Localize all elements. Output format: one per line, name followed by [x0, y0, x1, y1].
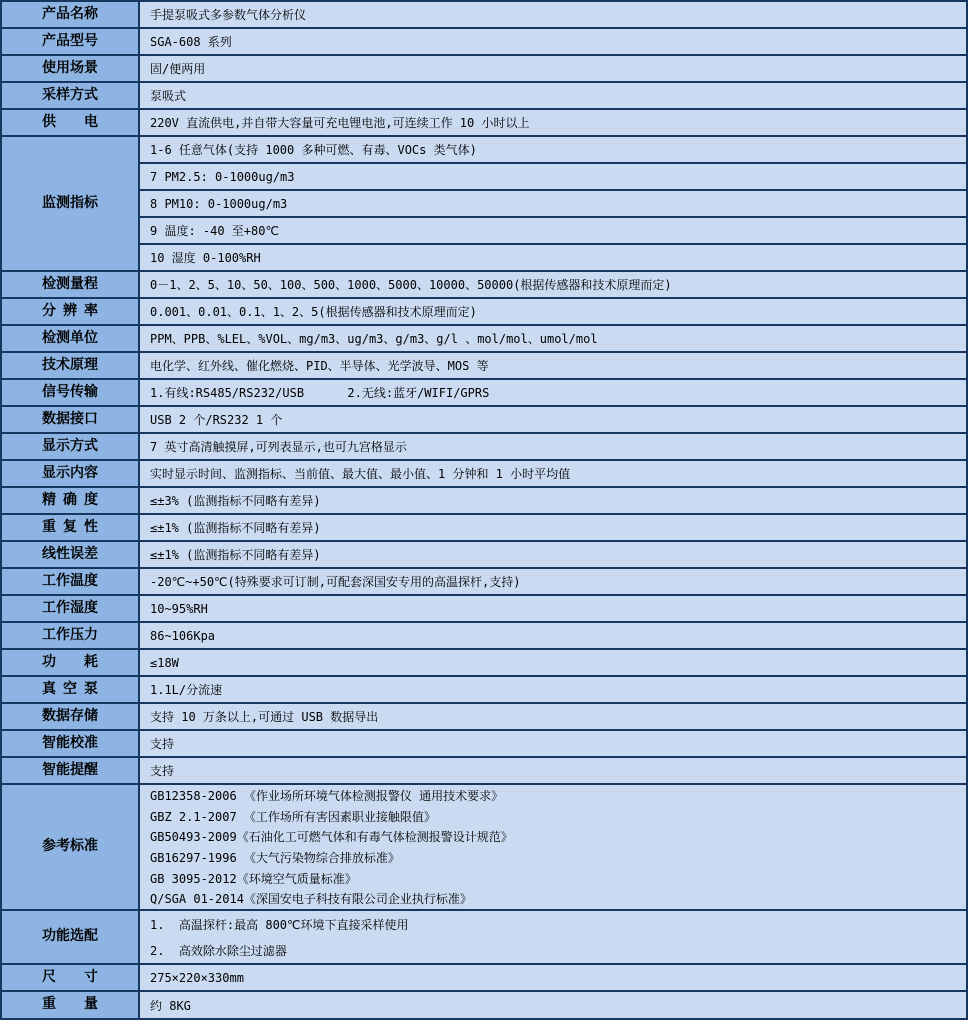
row-label-text: 显示方式: [42, 437, 98, 454]
row-values: [140, 29, 966, 54]
row-label: [2, 56, 140, 81]
row-label: [2, 353, 140, 378]
row-values: [140, 650, 966, 675]
row-values: [140, 137, 966, 270]
value-line: 10~95%RH: [150, 601, 208, 616]
value-line: GB12358-2006 《作业场所环境气体检测报警仪 通用技术要求》: [150, 788, 504, 803]
row-values: [140, 785, 966, 909]
value-line: 电化学、红外线、催化燃烧、PID、半导体、光学波导、MOS 等: [150, 359, 489, 373]
row-label: [2, 569, 140, 594]
row-values: [140, 731, 966, 756]
value-line: ≤±1% (监测指标不同略有差异): [150, 548, 321, 562]
row-values: [140, 596, 966, 621]
table-row: [2, 137, 966, 272]
row-label: [2, 434, 140, 459]
row-label: [2, 758, 140, 783]
table-row: [2, 515, 966, 542]
row-label: [2, 326, 140, 351]
row-label: [2, 407, 140, 432]
row-values: [140, 434, 966, 459]
value-line: Q/SGA 01-2014《深国安电子科技有限公司企业执行标准》: [150, 892, 472, 907]
value-line: 0.001、0.01、0.1、1、2、5(根据传感器和技术原理而定): [150, 305, 477, 319]
row-values: [140, 515, 966, 540]
row-label: [2, 488, 140, 513]
row-label: [2, 911, 140, 963]
value-line: 86~106Kpa: [150, 628, 216, 643]
row-values: [140, 299, 966, 324]
table-row: [2, 299, 966, 326]
row-values: [140, 83, 966, 108]
row-label-text: 产品型号: [42, 32, 98, 49]
row-label: [2, 515, 140, 540]
row-label-text: 显示内容: [42, 464, 98, 481]
table-row: [2, 992, 966, 1018]
value-line: 支持: [150, 737, 175, 751]
row-values: [140, 56, 966, 81]
value-line: 0－1、2、5、10、50、100、500、1000、5000、10000、50000(根据传感器和技术原理而定): [150, 278, 672, 292]
table-row: [2, 110, 966, 137]
row-label-text: 真空泵: [42, 680, 98, 697]
value-line: GB50493-2009《石油化工可燃气体和有毒气体检测报警设计规范》: [150, 830, 513, 845]
row-label: [2, 299, 140, 324]
table-row: [2, 353, 966, 380]
row-label: [2, 785, 140, 909]
table-row: [2, 623, 966, 650]
value-line: 2. 高效除水除尘过滤器: [150, 943, 287, 958]
row-values: [140, 326, 966, 351]
row-label-text: 智能校准: [42, 734, 98, 751]
row-label-text: 使用场景: [42, 59, 98, 76]
row-values: [140, 992, 966, 1018]
value-line: USB 2 个/RS232 1 个: [150, 413, 283, 427]
row-label: [2, 677, 140, 702]
table-row: [2, 542, 966, 569]
row-label-text: 功能选配: [42, 928, 98, 945]
row-label-text: 监测指标: [42, 194, 98, 211]
row-values: [140, 407, 966, 432]
table-row: [2, 326, 966, 353]
value-line: ≤±3% (监测指标不同略有差异): [150, 494, 321, 508]
row-values: [140, 353, 966, 378]
value-line: 9 温度: -40 至+80℃: [140, 218, 966, 245]
row-values: [140, 380, 966, 405]
row-label-text: 工作压力: [42, 626, 98, 643]
value-line: 泵吸式: [150, 89, 187, 103]
row-label: [2, 29, 140, 54]
value-line: PPM、PPB、%LEL、%VOL、mg/m3、ug/m3、g/m3、g/l 、mol/mol、umol/mol: [150, 332, 598, 346]
value-line: GB16297-1996 《大气污染物综合排放标准》: [150, 850, 400, 865]
value-line: 275×220×330mm: [150, 970, 244, 985]
row-values: [140, 272, 966, 297]
value-line: 支持: [150, 764, 175, 778]
table-row: [2, 596, 966, 623]
table-row: [2, 569, 966, 596]
table-row: [2, 731, 966, 758]
row-label: [2, 272, 140, 297]
row-label-text: 工作温度: [42, 572, 98, 589]
row-label: [2, 650, 140, 675]
value-line: GBZ 2.1-2007 《工作场所有害因素职业接触限值》: [150, 809, 436, 824]
table-row: [2, 272, 966, 299]
value-line: 固/便两用: [150, 62, 206, 76]
value-line: 支持 10 万条以上,可通过 USB 数据导出: [150, 710, 379, 724]
table-row: [2, 488, 966, 515]
row-label: [2, 623, 140, 648]
table-row: [2, 758, 966, 785]
value-line: 实时显示时间、监测指标、当前值、最大值、最小值、1 分钟和 1 小时平均值: [150, 467, 571, 481]
row-label: [2, 461, 140, 486]
row-label: [2, 965, 140, 990]
row-label-text: 重量: [42, 996, 98, 1013]
row-label: [2, 596, 140, 621]
table-row: [2, 83, 966, 110]
row-label: [2, 137, 140, 270]
value-line: 8 PM10: 0-1000ug/m3: [140, 191, 966, 218]
row-values: [140, 623, 966, 648]
table-row: [2, 380, 966, 407]
row-values: [140, 677, 966, 702]
row-label-text: 数据存储: [42, 707, 98, 724]
table-row: [2, 2, 966, 29]
row-label: [2, 83, 140, 108]
value-line: 1.1L/分流速: [150, 683, 223, 697]
value-line: GB 3095-2012《环境空气质量标准》: [150, 871, 357, 886]
table-row: [2, 785, 966, 911]
table-row: [2, 965, 966, 992]
row-values: [140, 110, 966, 135]
row-values: [140, 2, 966, 27]
row-label: [2, 704, 140, 729]
table-row: [2, 461, 966, 488]
row-label-text: 尺寸: [42, 968, 98, 985]
table-row: [2, 29, 966, 56]
value-line: ≤18W: [150, 655, 179, 670]
row-label-text: 数据接口: [42, 410, 98, 427]
row-label-text: 采样方式: [42, 86, 98, 103]
row-label: [2, 992, 140, 1018]
row-label-text: 参考标准: [42, 838, 98, 855]
value-line: 1-6 任意气体(支持 1000 多种可燃、有毒、VOCs 类气体): [140, 137, 966, 164]
value-line: 1.有线:RS485/RS232/USB 2.无线:蓝牙/WIFI/GPRS: [150, 386, 490, 400]
value-line: 10 湿度 0-100%RH: [150, 251, 261, 265]
value-line: 约 8KG: [150, 998, 191, 1013]
row-values: [140, 704, 966, 729]
row-label: [2, 2, 140, 27]
value-line: SGA-608 系列: [150, 35, 232, 49]
value-line: 1. 高温探杆:最高 800℃环境下直接采样使用: [150, 917, 409, 932]
row-label-text: 分辨率: [42, 302, 98, 319]
table-row: [2, 704, 966, 731]
row-label: [2, 731, 140, 756]
row-label-text: 精确度: [42, 491, 98, 508]
value-line: -20℃~+50℃(特殊要求可订制,可配套深国安专用的高温探杆,支持): [150, 575, 521, 589]
table-row: [2, 407, 966, 434]
table-row: [2, 677, 966, 704]
row-label-text: 供电: [42, 113, 98, 130]
row-values: [140, 488, 966, 513]
table-row: [2, 911, 966, 965]
row-label-text: 重复性: [42, 518, 98, 535]
table-row: [2, 434, 966, 461]
row-label: [2, 110, 140, 135]
row-label: [2, 380, 140, 405]
row-label-text: 功耗: [42, 653, 98, 670]
row-label-text: 检测单位: [42, 329, 98, 346]
row-values: [140, 965, 966, 990]
row-label-text: 线性误差: [42, 545, 98, 562]
row-label-text: 技术原理: [42, 356, 98, 373]
row-label-text: 信号传输: [42, 383, 98, 400]
row-values: [140, 911, 966, 963]
value-line: 7 英寸高清触摸屏,可列表显示,也可九宫格显示: [150, 440, 407, 454]
table-row: [2, 650, 966, 677]
row-label-text: 智能提醒: [42, 761, 98, 778]
row-values: [140, 542, 966, 567]
row-values: [140, 569, 966, 594]
value-line: ≤±1% (监测指标不同略有差异): [150, 521, 321, 535]
value-line: 7 PM2.5: 0-1000ug/m3: [140, 164, 966, 191]
table-row: [2, 56, 966, 83]
row-values: [140, 461, 966, 486]
row-label-text: 产品名称: [42, 5, 98, 22]
value-line: 220V 直流供电,并自带大容量可充电锂电池,可连续工作 10 小时以上: [150, 116, 530, 130]
value-line: 手提泵吸式多参数气体分析仪: [150, 8, 307, 22]
row-values: [140, 758, 966, 783]
row-label-text: 检测量程: [42, 275, 98, 292]
row-label: [2, 542, 140, 567]
row-label-text: 工作湿度: [42, 599, 98, 616]
